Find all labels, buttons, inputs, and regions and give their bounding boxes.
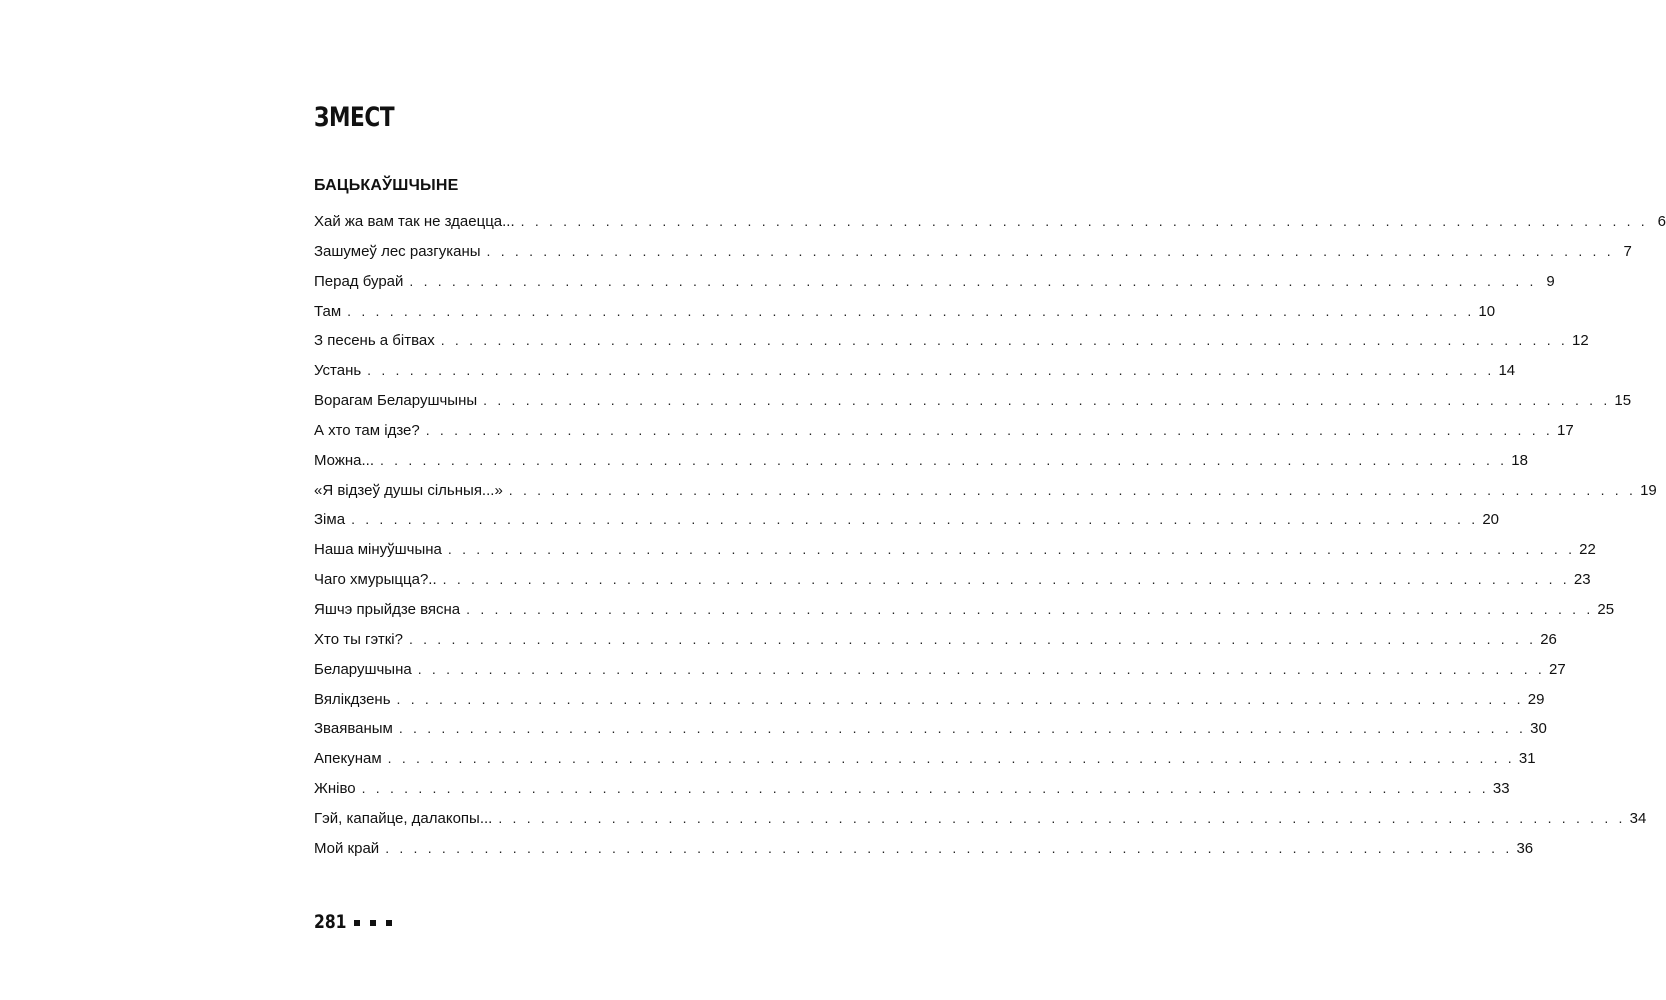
dot-leader: . . . . . . . . . . . . . . . . . . . . . . . . . . . . . . . . . . . . . . . . . . . . . . . . . . . . . . . . . . . . . . . . . . . . . . . . . . . . . . . . bbox=[447, 541, 1576, 558]
dot-leader: . . . . . . . . . . . . . . . . . . . . . . . . . . . . . . . . . . . . . . . . . . . . . . . . . . . . . . . . . . . . . . . . . . . . . . . . . . . . . . . . bbox=[425, 421, 1553, 438]
toc-entry-page: 34 bbox=[1629, 809, 1647, 827]
toc-entry-page: 26 bbox=[1540, 630, 1557, 648]
toc-entry-page: 23 bbox=[1573, 571, 1591, 589]
toc-entry bbox=[314, 689, 1545, 719]
page-title: ЗМЕСТ bbox=[314, 102, 395, 133]
toc-entry bbox=[314, 629, 1557, 659]
toc-entry-page: 18 bbox=[1511, 451, 1528, 469]
toc-entry-page: 31 bbox=[1518, 750, 1536, 768]
toc-entry-title: Зіма bbox=[314, 511, 346, 529]
toc-entry bbox=[314, 748, 1536, 778]
toc-entry bbox=[314, 480, 1657, 510]
toc-entry-page: 33 bbox=[1492, 780, 1510, 798]
dot-leader: . . . . . . . . . . . . . . . . . . . . . . . . . . . . . . . . . . . . . . . . . . . . . . . . . . . . . . . . . . . . . . . . . . . . . . . . . . . . . . . . bbox=[508, 481, 1637, 498]
toc-entry-page: 9 bbox=[1546, 272, 1555, 290]
toc-entry bbox=[314, 390, 1632, 420]
dot-leader: . . . . . . . . . . . . . . . . . . . . . . . . . . . . . . . . . . . . . . . . . . . . . . . . . . . . . . . . . . . . . . . . . . . . . . . . . . . . . . . . bbox=[498, 809, 1626, 826]
dot-leader: . . . . . . . . . . . . . . . . . . . . . . . . . . . . . . . . . . . . . . . . . . . . . . . . . . . . . . . . . . . . . . . . . . . . . . . . . . . . . . . . bbox=[440, 332, 1569, 349]
toc-entry-page: 25 bbox=[1597, 600, 1615, 618]
dot-leader: . . . . . . . . . . . . . . . . . . . . . . . . . . . . . . . . . . . . . . . . . . . . . . . . . . . . . . . . . . . . . . . . . . . . . . . . . . . . . . . . bbox=[351, 511, 1479, 528]
toc-entry-title: «Я відзеў душы сільныя...» bbox=[314, 481, 503, 499]
toc-entry-page: 20 bbox=[1482, 511, 1500, 529]
toc-entry-title: Там bbox=[314, 302, 342, 320]
dot-leader: . . . . . . . . . . . . . . . . . . . . . . . . . . . . . . . . . . . . . . . . . . . . . . . . . . . . . . . . . . . . . . . . . . . . . . . . . . . . . . . . bbox=[408, 630, 1537, 647]
toc-entry-page: 22 bbox=[1579, 541, 1596, 559]
toc-entry-page: 36 bbox=[1516, 839, 1534, 857]
toc-entry bbox=[314, 509, 1500, 539]
toc-entry bbox=[314, 659, 1566, 689]
toc-entry bbox=[314, 271, 1555, 301]
dot-leader: . . . . . . . . . . . . . . . . . . . . . . . . . . . . . . . . . . . . . . . . . . . . . . . . . . . . . . . . . . . . . . . . . . . . . . . . . . . . . . . . bbox=[361, 780, 1489, 797]
dot-leader: . . . . . . . . . . . . . . . . . . . . . . . . . . . . . . . . . . . . . . . . . . . . . . . . . . . . . . . . . . . . . . . . . . . . . . . . . . . . . . . . bbox=[398, 720, 1527, 737]
toc-entry-title: А хто там ідзе? bbox=[314, 421, 420, 439]
dot-leader: . . . . . . . . . . . . . . . . . . . . . . . . . . . . . . . . . . . . . . . . . . . . . . . . . . . . . . . . . . . . . . . . . . . . . . . . . . . . . . . . bbox=[409, 272, 1537, 289]
toc-entry-page: 6 bbox=[1657, 213, 1666, 230]
page-footer bbox=[314, 913, 392, 932]
toc-entry-title: Яшчэ прыйдзе вясна bbox=[314, 600, 461, 618]
page-number: 281 bbox=[314, 911, 347, 933]
toc-entry-page: 17 bbox=[1556, 421, 1574, 439]
dot-leader: . . . . . . . . . . . . . . . . . . . . . . . . . . . . . . . . . . . . . . . . . . . . . . . . . . . . . . . . . . . . . . . . . . . . . . . . . . . . . . . . bbox=[347, 302, 1475, 319]
square-dot-icon bbox=[370, 920, 376, 926]
toc-entry-page: 12 bbox=[1572, 332, 1589, 350]
toc-entry bbox=[314, 778, 1510, 808]
toc-entry-title: Гэй, капайце, далакопы... bbox=[314, 809, 493, 827]
toc-entry-title: Беларушчына bbox=[314, 660, 412, 678]
toc-entry-title: Жніво bbox=[314, 780, 356, 798]
dot-leader: . . . . . . . . . . . . . . . . . . . . . . . . . . . . . . . . . . . . . . . . . . . . . . . . . . . . . . . . . . . . . . . . . . . . . . . . . . . . . . . . bbox=[396, 690, 1524, 707]
toc-entry-title: Апекунам bbox=[314, 750, 382, 768]
section-heading: БАЦЬКАЎШЧЫНЕ bbox=[314, 177, 459, 194]
toc-entry-title: Зваяваным bbox=[314, 720, 393, 738]
toc-entry-page: 15 bbox=[1614, 392, 1632, 410]
dot-leader: . . . . . . . . . . . . . . . . . . . . . . . . . . . . . . . . . . . . . . . . . . . . . . . . . . . . . . . . . . . . . . . . . . . . . . . . . . . . . . . . bbox=[385, 839, 1513, 856]
toc-entry bbox=[314, 718, 1547, 748]
toc-entry-title: Вялікдзень bbox=[314, 690, 391, 708]
toc-entry-page: 19 bbox=[1640, 481, 1657, 499]
toc-entry bbox=[314, 241, 1632, 271]
toc-entry bbox=[314, 838, 1534, 868]
dot-leader: . . . . . . . . . . . . . . . . . . . . . . . . . . . . . . . . . . . . . . . . . . . . . . . . . . . . . . . . . . . . . . . . . . . . . . . . . . . . . . . . bbox=[442, 571, 1570, 588]
toc-entry-title: Устань bbox=[314, 362, 362, 380]
toc-entry-title: Можна... bbox=[314, 451, 374, 469]
toc-entry-title: Чаго хмурыцца?.. bbox=[314, 571, 437, 589]
toc-entry bbox=[314, 569, 1591, 599]
toc-entry bbox=[314, 599, 1615, 629]
toc-entry-page: 7 bbox=[1623, 242, 1632, 260]
dot-leader: . . . . . . . . . . . . . . . . . . . . . . . . . . . . . . . . . . . . . . . . . . . . . . . . . . . . . . . . . . . . . . . . . . . . . . . . . . . . . . . . bbox=[387, 750, 1515, 767]
toc-entry bbox=[314, 539, 1596, 569]
toc-entry bbox=[314, 330, 1589, 360]
toc-entry-page: 14 bbox=[1498, 362, 1516, 380]
dot-leader: . . . . . . . . . . . . . . . . . . . . . . . . . . . . . . . . . . . . . . . . . . . . . . . . . . . . . . . . . . . . . . . . . . . . . . . . . . . . . . . . bbox=[417, 660, 1545, 677]
toc-entry-page: 29 bbox=[1527, 690, 1545, 708]
toc-entry-title: Ворагам Беларушчыны bbox=[314, 392, 478, 410]
dot-leader: . . . . . . . . . . . . . . . . . . . . . . . . . . . . . . . . . . . . . . . . . . . . . . . . . . . . . . . . . . . . . . . . . . . . . . . . . . . . . . . . bbox=[466, 600, 1594, 617]
toc-entry-title: Перад бурай bbox=[314, 272, 404, 290]
dot-leader: . . . . . . . . . . . . . . . . . . . . . . . . . . . . . . . . . . . . . . . . . . . . . . . . . . . . . . . . . . . . . . . . . . . . . . . . . . . . . . . . bbox=[380, 451, 1508, 468]
toc-entry bbox=[314, 450, 1528, 480]
toc-entry bbox=[314, 301, 1496, 331]
square-dot-icon bbox=[354, 920, 360, 926]
toc-entry bbox=[314, 808, 1647, 838]
dot-leader: . . . . . . . . . . . . . . . . . . . . . . . . . . . . . . . . . . . . . . . . . . . . . . . . . . . . . . . . . . . . . . . . . . . . . . . . . . . . . . . . bbox=[520, 213, 1648, 229]
toc-entry bbox=[314, 360, 1516, 390]
square-dot-icon bbox=[386, 920, 392, 926]
toc-entry-title: З песень а бітвах bbox=[314, 332, 435, 350]
toc-entry-title: Наша мінуўшчына bbox=[314, 541, 442, 559]
toc-entry bbox=[314, 420, 1574, 450]
dot-leader: . . . . . . . . . . . . . . . . . . . . . . . . . . . . . . . . . . . . . . . . . . . . . . . . . . . . . . . . . . . . . . . . . . . . . . . . . . . . . . . . bbox=[486, 242, 1614, 259]
table-of-contents bbox=[314, 211, 1666, 868]
toc-entry-page: 30 bbox=[1530, 720, 1547, 738]
toc-entry-title: Хто ты гэткі? bbox=[314, 630, 403, 648]
toc-entry-title: Мой край bbox=[314, 839, 380, 857]
toc-entry-title: Зашумеў лес разгуканы bbox=[314, 242, 481, 260]
footer-ornament bbox=[354, 920, 392, 926]
toc-entry-title: Хай жа вам так не здаецца... bbox=[314, 213, 515, 230]
toc-entry-page: 27 bbox=[1548, 660, 1566, 678]
dot-leader: . . . . . . . . . . . . . . . . . . . . . . . . . . . . . . . . . . . . . . . . . . . . . . . . . . . . . . . . . . . . . . . . . . . . . . . . . . . . . . . . bbox=[483, 392, 1611, 409]
toc-entry bbox=[314, 211, 1666, 241]
dot-leader: . . . . . . . . . . . . . . . . . . . . . . . . . . . . . . . . . . . . . . . . . . . . . . . . . . . . . . . . . . . . . . . . . . . . . . . . . . . . . . . . bbox=[367, 362, 1495, 379]
toc-entry-page: 10 bbox=[1478, 302, 1496, 320]
